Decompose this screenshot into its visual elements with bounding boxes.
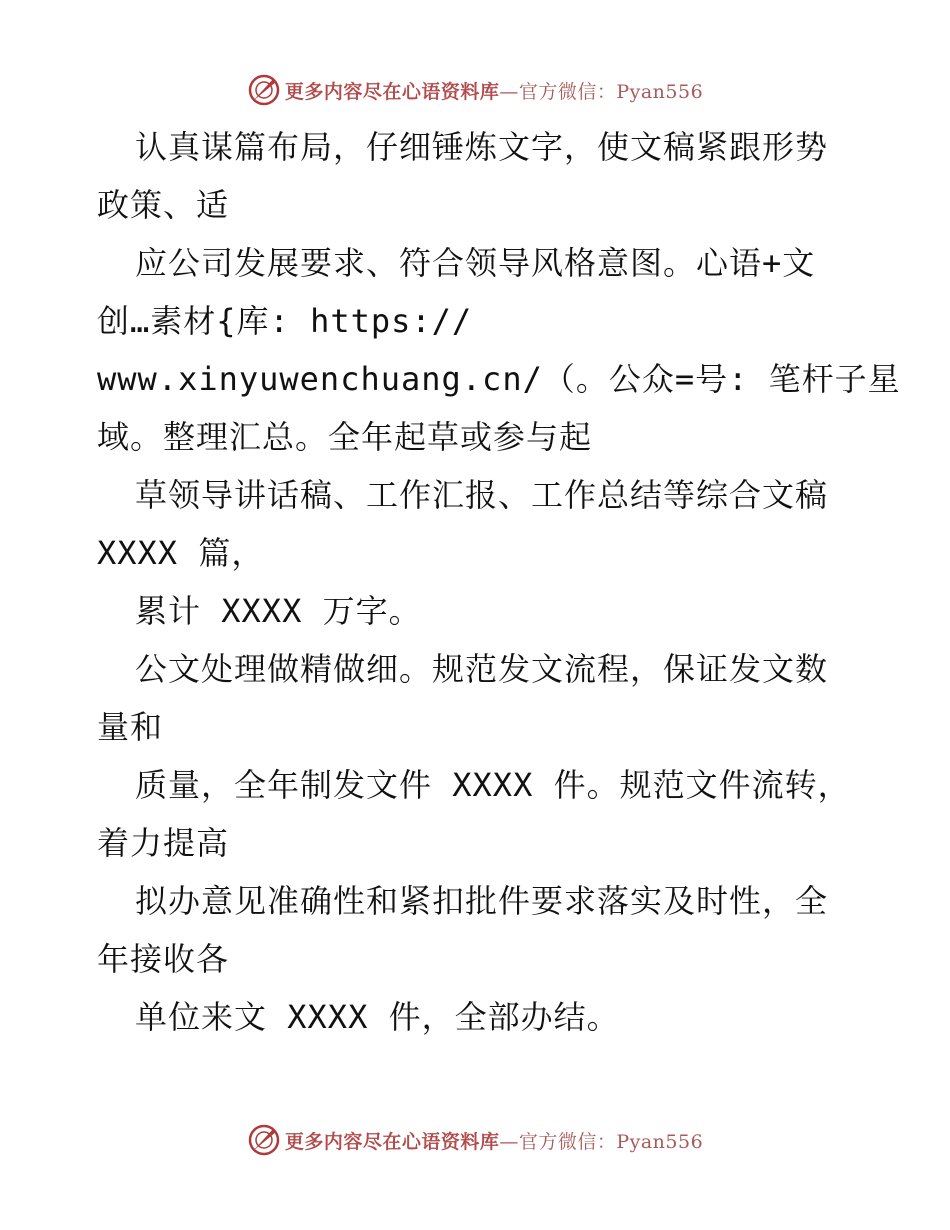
header-wechat-text: 官方微信：Pyan556	[518, 80, 704, 103]
body-line: 公文处理做精做细。规范发文流程，保证发文数	[135, 650, 829, 688]
body-line: XXXX 篇，	[97, 534, 265, 572]
header-banner	[0, 72, 950, 108]
body-line: 拟办意见准确性和紧扣批件要求落实及时性，全	[135, 882, 829, 920]
body-line: 量和	[97, 708, 164, 746]
document-body	[97, 118, 901, 1046]
body-line: 单位来文 XXXX 件，全部办结。	[135, 998, 620, 1036]
footer-brand-text: 更多内容尽在心语资料库	[284, 1130, 500, 1153]
body-line: 政策、适	[97, 186, 230, 224]
header-dash: —	[499, 80, 519, 103]
quill-logo-icon	[247, 73, 281, 107]
body-line: 草领导讲话稿、工作汇报、工作总结等综合文稿	[135, 476, 829, 514]
header-brand-text: 更多内容尽在心语资料库	[284, 80, 500, 103]
body-line: 创…素材{库: https://	[97, 302, 473, 340]
footer-dash: —	[499, 1130, 519, 1153]
body-line: 累计 XXXX 万字。	[135, 592, 422, 630]
footer-banner	[0, 1122, 950, 1158]
quill-logo-icon	[247, 1123, 281, 1157]
footer-banner-text	[285, 1127, 703, 1154]
body-line: 质量，全年制发文件 XXXX 件。规范文件流转，	[135, 766, 851, 804]
body-line: 着力提高	[97, 824, 230, 862]
body-line: 认真谋篇布局，仔细锤炼文字，使文稿紧跟形势	[135, 128, 829, 166]
header-banner-text	[285, 77, 703, 104]
body-line: 年接收各	[97, 940, 230, 978]
body-line: 应公司发展要求、符合领导风格意图。心语+文	[135, 244, 816, 282]
body-line: 域。整理汇总。全年起草或参与起	[97, 418, 593, 456]
footer-wechat-text: 官方微信：Pyan556	[518, 1130, 704, 1153]
body-line: www.xinyuwenchuang.cn/（。公众=号: 笔杆子星	[97, 360, 901, 398]
